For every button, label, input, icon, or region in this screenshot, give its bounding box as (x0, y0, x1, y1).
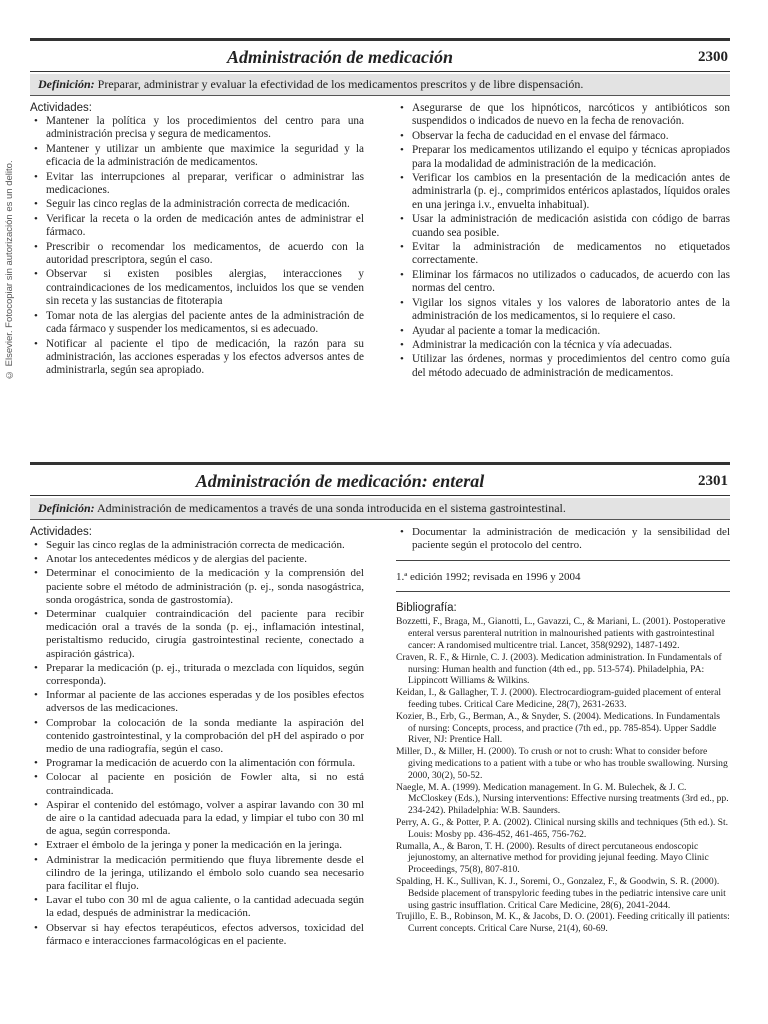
list-item: • Determinar el conocimiento de la medicación y la comprensión del paciente sobre el método de administración (p. ej., sonda nasogástrica, sonda orogástrica, sonda de gastrostomía). (30, 567, 364, 607)
list-item: • Administrar la medicación permitiendo que fluya libremente desde el cilindro de la jeringa, utilizando el émbolo solo cuando sea necesario para facilitar el flujo. (30, 854, 364, 894)
reference-item: Perry, A. G., & Potter, P. A. (2002). Clinical nursing skills and techniques (5th ed.). St. Louis: Mosby pp. 436-452, 461-465, 756-762. (396, 816, 729, 840)
left-column (30, 526, 364, 949)
list-item: • Aspirar el contenido del estómago, volver a aspirar lavando con 30 ml de aire o la cantidad adecuada para la edad, y limpiar el tubo con 30 ml de agua, según corresponda. (30, 799, 364, 839)
list-item: • Administrar la medicación con la técnica y vía adecuadas. (396, 339, 730, 352)
list-item: • Lavar el tubo con 30 ml de agua caliente, o la cantidad adecuada según la edad, después de administrar la medicación. (30, 894, 364, 920)
list-item: • Mantener la política y los procedimientos del centro para una administración precisa y segura de medicamentos. (30, 115, 364, 142)
list-item: • Verificar los cambios en la presentación de la medicación antes de administrarla (p. ej., comprimidos entéricos aplastados, líquidos orales en una jeringa i.v., envuelta inhabitual). (396, 172, 730, 212)
edition-note: 1.ª edición 1992; revisada en 1996 y 2004 (396, 571, 581, 584)
list-item: • Mantener y utilizar un ambiente que maximice la seguridad y la eficacia de la administración de medicamentos. (30, 143, 364, 170)
list-item: • Anotar los antecedentes médicos y de alergias del paciente. (30, 553, 364, 566)
activity-list (30, 539, 364, 948)
list-item: • Observar la fecha de caducidad en el envase del fármaco. (396, 130, 730, 143)
list-item: • Eliminar los fármacos no utilizados o caducados, de acuerdo con las normas del centro. (396, 269, 730, 296)
list-item: • Evitar la administración de medicamentos no etiquetados correctamente. (396, 241, 730, 268)
reference-item: Kozier, B., Erb, G., Berman, A., & Snyder, S. (2004). Medications. In Fundamentals of nursing: Concepts, process, and practice (7th ed., pp. 785-854). Upper Saddle River, NJ: Prentice Hall. (396, 710, 721, 746)
intervention-2300 (30, 38, 730, 381)
definition-text: Administración de medicamentos a través de una sonda introducida en el sistema gastrointestinal. (97, 501, 566, 515)
definition-label: Definición: (38, 501, 95, 515)
definition-label: Definición: (38, 77, 95, 91)
list-item: • Observar si hay efectos terapéuticos, efectos adversos, toxicidad del fármaco e interacciones farmacológicas en el paciente. (30, 922, 364, 948)
right-column (396, 102, 730, 381)
list-item: • Documentar la administración de medicación y la sensibilidad del paciente según el protocolo del centro. (396, 526, 730, 552)
intervention-2301 (30, 462, 730, 949)
reference-item: Miller, D., & Miller, H. (2000). To crush or not to crush: What to consider before giving medications to a patient with a tube or who has trouble swallowing. Nursing 2000, 30(2), 50-52. (396, 746, 728, 781)
left-column (30, 102, 364, 381)
reference-item: Keidan, I., & Gallagher, T. J. (2000). Electrocardiogram-guided placement of enteral feeding tubes. Critical Care Medicine, 28(7), 2631-2633. (396, 687, 722, 710)
right-column (396, 526, 730, 949)
copyright-side-note: © Elsevier. Fotocopiar sin autorización es un delito. (4, 160, 15, 380)
reference-item: Rumalla, A., & Baron, T. H. (2000). Results of direct percutaneous endoscopic jejunostomy, an alternative method for providing jejunal feeding. Mayo Clinic Proceedings, 75(8), 807-810. (396, 840, 709, 876)
reference-item: Bozzetti, F., Braga, M., Gianotti, L., Gavazzi, C., & Mariani, L. (2001). Postoperative enteral versus parenteral nutrition in malnourished patients with gastrointestinal cancer: A randomised multicentre trial. Lancet, 358(9292), 1487-1492. (396, 616, 726, 651)
reference-item: Trujillo, E. B., Robinson, M. K., & Jacobs, D. O. (2001). Feeding critically ill patients: Current concepts. Critical Care Nurse, 21(4), 60-69. (396, 911, 730, 935)
reference-item: Craven, R. F., & Hirnle, C. J. (2003). Medication administration. In Fundamentals of nursing: Human health and function (4th ed., pp. 513-574). Philadelphia, PA: Lippincott Williams & Wilkins. (396, 651, 722, 687)
divider (396, 591, 730, 592)
activities-title: Actividades: (30, 102, 93, 114)
title-row (30, 41, 730, 72)
activity-list (30, 115, 364, 378)
reference-list (396, 616, 730, 935)
list-item: • Vigilar los signos vitales y los valores de laboratorio antes de la administración de los medicamentos, si lo requiere el caso. (396, 297, 730, 324)
divider (396, 560, 730, 561)
title-row (30, 465, 730, 496)
list-item: • Extraer el émbolo de la jeringa y poner la medicación en la jeringa. (30, 839, 364, 852)
reference-item: Spalding, H. K., Sullivan, K. J., Soremi, O., Gonzalez, F., & Goodwin, S. R. (2000). Bedside placement of transpyloric feeding tubes in the pediatric intensive care unit using gastric insufflation. Critical Care Medicine, 28(6), 2041-2044. (396, 875, 726, 911)
list-item: • Tomar nota de las alergias del paciente antes de la administración de cada fármaco y suspender los medicamentos, si es adecuado. (30, 310, 364, 337)
definition-text: Preparar, administrar y evaluar la efectividad de los medicamentos prescritos y de libre dispensación. (97, 77, 584, 91)
definition-box (30, 498, 730, 520)
list-item: • Verificar la receta o la orden de medicación antes de administrar el fármaco. (30, 213, 364, 240)
activities-columns (30, 526, 730, 949)
list-item: • Preparar los medicamentos utilizando el equipo y técnicas apropiados para la modalidad de administración de la medicación. (396, 144, 730, 171)
activity-list (396, 526, 730, 552)
list-item: • Observar si existen posibles alergias, interacciones y contraindicaciones de los medicamentos, incluidos los que se venden sin receta y las sustancias de fitoterapia (30, 268, 364, 308)
list-item: • Notificar al paciente el tipo de medicación, la razón para su administración, las acciones esperadas y los efectos adversos antes de administrarla, según sea apropiado. (30, 338, 364, 378)
activities-title: Actividades: (30, 526, 93, 538)
list-item: • Evitar las interrupciones al preparar, verificar o administrar las medicaciones. (30, 171, 364, 198)
list-item: • Informar al paciente de las acciones esperadas y de los posibles efectos adversos de las medicaciones. (30, 689, 364, 715)
reference-item: Naegle, M. A. (1999). Medication management. In G. M. Bulechek, & J. C. McCloskey (Eds.), Nursing interventions: Effective nursing treatments (3rd ed., pp. 234-242). Philadelphia: W.B. Saunders. (396, 781, 729, 817)
list-item: • Colocar al paciente en posición de Fowler alta, si no está contraindicada. (30, 771, 364, 797)
bibliography-title: Bibliografía: (396, 602, 457, 615)
activities-columns (30, 102, 730, 381)
list-item: • Comprobar la colocación de la sonda mediante la aspiración del contenido gastrointestinal, y la comprobación del pH del aspirado o por medio de una radiografía, según el caso. (30, 717, 364, 757)
activity-list (396, 102, 730, 380)
list-item: • Usar la administración de medicación asistida con código de barras cuando sea posible. (396, 213, 730, 240)
list-item: • Asegurarse de que los hipnóticos, narcóticos y antibióticos son suspendidos o indicados de nuevo en la fecha de renovación. (396, 102, 730, 129)
list-item: • Ayudar al paciente a tomar la medicación. (396, 325, 730, 338)
list-item: • Programar la medicación de acuerdo con la alimentación con fórmula. (30, 757, 364, 770)
section-code: 2301 (698, 473, 728, 489)
section-code: 2300 (698, 49, 728, 65)
list-item: • Determinar cualquier contraindicación del paciente para recibir medicación oral a través de la sonda (p. ej., inflamación intestinal, peristaltismo reducido, cirugía gastrointestinal reciente, conectado a aspiración gástrica). (30, 608, 364, 661)
definition-box (30, 74, 730, 96)
section-title: Administración de medicación (226, 47, 453, 67)
list-item: • Seguir las cinco reglas de la administración correcta de medicación. (30, 539, 364, 552)
list-item: • Utilizar las órdenes, normas y procedimientos del centro como guía del método adecuado de administración de medicamentos. (396, 353, 730, 380)
list-item: • Prescribir o recomendar los medicamentos, de acuerdo con la autoridad prescriptora, según el caso. (30, 241, 364, 268)
list-item: • Seguir las cinco reglas de la administración correcta de medicación. (30, 198, 364, 211)
section-title: Administración de medicación: enteral (195, 471, 485, 491)
list-item: • Preparar la medicación (p. ej., triturada o mezclada con líquidos, según corresponda). (30, 662, 364, 688)
